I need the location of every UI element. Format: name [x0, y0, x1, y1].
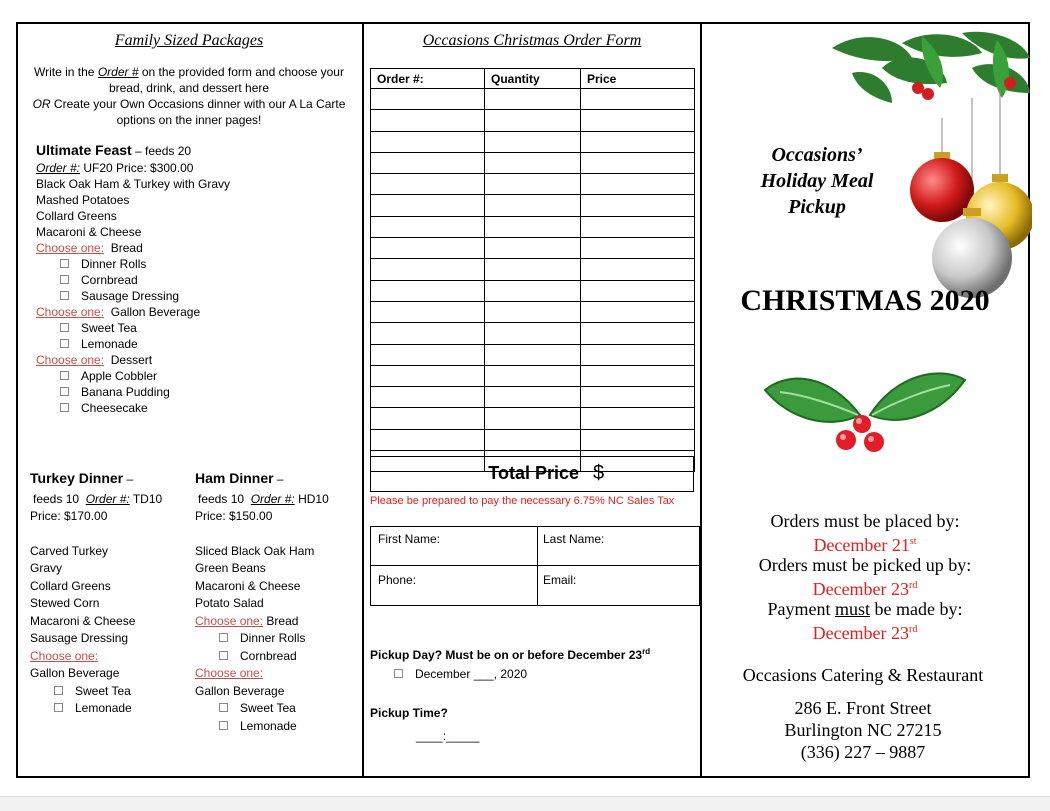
choose-one-label: Choose one:	[36, 241, 105, 255]
intro-l1c: on the provided form and choose your	[138, 65, 344, 79]
pay-c: be made by:	[870, 599, 963, 619]
order-cell[interactable]	[371, 344, 485, 365]
ham-dinner-section	[195, 470, 360, 735]
turkey-item: Macaroni & Cheese	[30, 613, 136, 628]
order-cell[interactable]	[371, 429, 485, 450]
quantity-cell[interactable]	[485, 429, 581, 450]
option-label: Apple Cobbler	[81, 369, 158, 383]
order-row	[371, 152, 695, 173]
order-row	[371, 195, 695, 216]
total-price-label: Total Price	[488, 463, 579, 483]
option-row[interactable]	[36, 368, 356, 384]
total-price-symbol[interactable]: $	[593, 462, 605, 484]
turkey-item: Stewed Corn	[30, 596, 100, 610]
option-row[interactable]	[36, 272, 356, 288]
checkbox[interactable]	[60, 371, 69, 380]
order-row	[371, 131, 695, 152]
price-cell[interactable]	[581, 323, 695, 344]
holly-icon	[760, 360, 970, 460]
option-label: Banana Pudding	[81, 385, 170, 399]
beverage-label: Gallon Beverage	[195, 683, 285, 698]
order-cell[interactable]	[371, 152, 485, 173]
checkbox[interactable]	[60, 259, 69, 268]
bread-label: Bread	[104, 241, 143, 255]
checkbox[interactable]	[60, 387, 69, 396]
checkbox[interactable]	[60, 291, 69, 300]
turkey-dinner-section	[30, 470, 190, 718]
order-cell[interactable]	[371, 387, 485, 408]
quantity-cell[interactable]	[485, 365, 581, 386]
quantity-cell[interactable]	[485, 259, 581, 280]
intro-l2: bread, drink, and dessert here	[108, 81, 270, 95]
picked-label: Orders must be picked up by:	[758, 555, 972, 575]
bread-label: Bread	[263, 613, 299, 628]
checkbox[interactable]	[219, 721, 228, 730]
company-address	[702, 697, 1024, 763]
middle-panel	[362, 22, 700, 778]
price-cell[interactable]	[581, 344, 695, 365]
december-option[interactable]	[394, 666, 527, 682]
contact-box	[370, 526, 700, 606]
pickup-day-question	[370, 647, 650, 662]
order-form-title: Occasions Christmas Order Form	[422, 32, 642, 49]
turkey-name: Turkey Dinner	[30, 470, 124, 486]
option-row[interactable]	[36, 400, 356, 416]
option-row[interactable]	[36, 336, 356, 352]
checkbox[interactable]	[60, 339, 69, 348]
option-row[interactable]	[30, 683, 190, 701]
quantity-cell[interactable]	[485, 195, 581, 216]
option-row[interactable]	[195, 630, 360, 648]
december-text: December ___, 2020	[415, 667, 528, 681]
quantity-cell[interactable]	[485, 408, 581, 429]
feast-order-value: UF20 Price: $300.00	[80, 161, 194, 175]
order-cell[interactable]	[371, 131, 485, 152]
order-cell[interactable]	[371, 89, 485, 110]
col-order: Order #:	[371, 69, 485, 89]
company-name: Occasions Catering & Restaurant	[742, 665, 984, 685]
right-panel	[700, 22, 1030, 778]
option-label: Dinner Rolls	[240, 631, 306, 645]
email-field[interactable]: Email:	[543, 573, 577, 587]
ham-item: Potato Salad	[195, 596, 264, 610]
ham-order-label: Order #:	[250, 491, 295, 506]
order-row	[371, 387, 695, 408]
quantity-cell[interactable]	[485, 131, 581, 152]
price-cell[interactable]	[581, 110, 695, 131]
quantity-cell[interactable]	[485, 89, 581, 110]
title-line: Holiday Meal	[760, 170, 874, 192]
checkbox[interactable]	[54, 686, 63, 695]
turkey-order-value: TD10	[129, 491, 163, 506]
option-row[interactable]	[195, 718, 360, 736]
order-table	[370, 68, 695, 472]
price-cell[interactable]	[581, 365, 695, 386]
order-cell[interactable]	[371, 301, 485, 322]
option-label: Lemonade	[81, 337, 138, 351]
price-cell[interactable]	[581, 259, 695, 280]
order-row	[371, 89, 695, 110]
price-cell[interactable]	[581, 131, 695, 152]
price-cell[interactable]	[581, 216, 695, 237]
intro-l3b: Create your Own Occasions dinner with our A La Carte	[50, 97, 346, 111]
title-line: Occasions’	[771, 144, 863, 166]
option-label: Lemonade	[75, 701, 132, 715]
quantity-cell[interactable]	[485, 152, 581, 173]
pay-date: December 23	[812, 622, 910, 643]
order-cell[interactable]	[371, 280, 485, 301]
checkbox[interactable]	[60, 323, 69, 332]
price-cell[interactable]	[581, 174, 695, 195]
phone-field[interactable]: Phone:	[378, 573, 417, 587]
pay-sup: rd	[909, 623, 918, 635]
choose-one-label: Choose one:	[36, 353, 105, 367]
price-cell[interactable]	[581, 387, 695, 408]
option-label: Sausage Dressing	[81, 289, 180, 303]
option-label: Sweet Tea	[240, 701, 296, 715]
feast-item: Collard Greens	[36, 209, 117, 223]
choose-one-label: Choose one:	[195, 613, 264, 628]
pay-must: must	[835, 599, 871, 619]
option-row[interactable]	[36, 288, 356, 304]
family-packages-title: Family Sized Packages	[114, 32, 264, 49]
pickup-day-sup: rd	[642, 647, 651, 656]
option-label: Cornbread	[240, 648, 297, 663]
order-row	[371, 323, 695, 344]
quantity-cell[interactable]	[485, 280, 581, 301]
turkey-item: Sausage Dressing	[30, 631, 129, 645]
price-cell[interactable]	[581, 408, 695, 429]
option-row[interactable]	[195, 700, 360, 718]
turkey-item: Gravy	[30, 561, 63, 575]
checkbox[interactable]	[60, 403, 69, 412]
order-deadlines	[702, 511, 1028, 643]
checkbox[interactable]	[219, 633, 228, 642]
option-label: Sweet Tea	[75, 683, 131, 698]
col-quantity: Quantity	[485, 69, 581, 89]
price-cell[interactable]	[581, 280, 695, 301]
ham-item: Macaroni & Cheese	[195, 578, 301, 593]
order-row	[371, 216, 695, 237]
beverage-label: Gallon Beverage	[30, 666, 120, 680]
turkey-feeds: feeds 10	[33, 491, 86, 506]
intro-or: OR	[32, 97, 51, 111]
intro-text	[16, 64, 362, 128]
order-row	[371, 365, 695, 386]
price-cell[interactable]	[581, 152, 695, 173]
pickup-time-question: Pickup Time?	[370, 706, 448, 720]
ham-item: Green Beans	[195, 561, 266, 575]
address-line: 286 E. Front Street	[794, 698, 932, 718]
left-panel	[16, 22, 362, 778]
order-row	[371, 238, 695, 259]
order-cell[interactable]	[371, 238, 485, 259]
feast-order-label: Order #:	[36, 161, 81, 175]
pickup-time-field[interactable]: ____:_____	[416, 729, 480, 743]
option-row[interactable]	[195, 648, 360, 666]
quantity-cell[interactable]	[485, 174, 581, 195]
feast-name: Ultimate Feast	[36, 142, 132, 158]
checkbox[interactable]	[219, 651, 228, 660]
order-row	[371, 344, 695, 365]
placed-date: December 21	[813, 534, 910, 555]
order-cell[interactable]	[371, 216, 485, 237]
price-cell[interactable]	[581, 429, 695, 450]
option-label: Cornbread	[81, 273, 138, 287]
pickup-day-text: Pickup Day? Must be on or before December 23	[370, 648, 643, 662]
placed-label: Orders must be placed by:	[770, 511, 960, 531]
checkbox[interactable]	[60, 275, 69, 284]
intro-l1a: Write in the	[34, 65, 98, 79]
ham-item: Sliced Black Oak Ham	[195, 543, 315, 558]
tax-note: Please be prepared to pay the necessary 6.75% NC Sales Tax	[370, 495, 675, 507]
order-cell[interactable]	[371, 110, 485, 131]
ultimate-feast-section	[36, 142, 356, 416]
picked-sup: rd	[909, 579, 918, 591]
option-label: Cheesecake	[81, 401, 148, 415]
order-row	[371, 429, 695, 450]
price-cell[interactable]	[581, 89, 695, 110]
checkbox[interactable]	[394, 669, 403, 678]
holiday-meal-title	[732, 142, 902, 220]
turkey-order-label: Order #:	[85, 491, 130, 506]
feast-item: Macaroni & Cheese	[36, 225, 142, 239]
option-label: Sweet Tea	[81, 321, 137, 335]
order-row	[371, 280, 695, 301]
option-label: Dinner Rolls	[81, 257, 147, 271]
quantity-cell[interactable]	[485, 344, 581, 365]
order-cell[interactable]	[371, 259, 485, 280]
intro-l4: options on the inner pages!	[116, 113, 262, 127]
pay-a: Payment	[767, 599, 835, 619]
quantity-cell[interactable]	[485, 216, 581, 237]
phone-number: (336) 227 – 9887	[800, 742, 926, 762]
quantity-cell[interactable]	[485, 387, 581, 408]
order-row	[371, 174, 695, 195]
quantity-cell[interactable]	[485, 323, 581, 344]
option-row[interactable]	[30, 700, 190, 718]
picked-date: December 23	[812, 578, 910, 599]
order-cell[interactable]	[371, 174, 485, 195]
page-bottom-strip	[0, 796, 1050, 811]
ham-price: Price: $150.00	[195, 509, 273, 523]
turkey-item: Carved Turkey	[30, 543, 109, 558]
option-row[interactable]	[36, 320, 356, 336]
col-price: Price	[581, 69, 695, 89]
order-cell[interactable]	[371, 323, 485, 344]
title-line: Pickup	[788, 196, 846, 218]
intro-order-ref: Order #	[97, 65, 139, 79]
ham-order-value: HD10	[294, 491, 329, 506]
checkbox[interactable]	[219, 703, 228, 712]
feast-item: Black Oak Ham & Turkey with Gravy	[36, 177, 231, 191]
quantity-cell[interactable]	[485, 238, 581, 259]
order-row	[371, 259, 695, 280]
quantity-cell[interactable]	[485, 110, 581, 131]
address-line: Burlington NC 27215	[784, 720, 942, 740]
christmas-heading: CHRISTMAS 2020	[740, 284, 990, 317]
ham-name: Ham Dinner	[195, 470, 274, 486]
total-price-box	[370, 456, 694, 492]
dessert-label: Dessert	[104, 353, 153, 367]
turkey-dash: –	[123, 472, 134, 486]
order-cell[interactable]	[371, 195, 485, 216]
option-row[interactable]	[36, 384, 356, 400]
placed-sup: st	[909, 535, 917, 547]
turkey-price: Price: $170.00	[30, 509, 108, 523]
choose-one-label: Choose one:	[195, 666, 264, 680]
order-row	[371, 408, 695, 429]
feast-feeds: – feeds 20	[131, 144, 192, 158]
quantity-cell[interactable]	[485, 301, 581, 322]
first-name-field[interactable]: First Name:	[378, 532, 441, 546]
checkbox[interactable]	[54, 703, 63, 712]
ham-feeds: feeds 10	[198, 491, 251, 506]
choose-one-label: Choose one:	[36, 305, 105, 319]
feast-item: Mashed Potatoes	[36, 193, 130, 207]
beverage-label: Gallon Beverage	[104, 305, 201, 319]
last-name-field[interactable]: Last Name:	[543, 532, 605, 546]
order-cell[interactable]	[371, 365, 485, 386]
option-label: Lemonade	[240, 718, 297, 733]
price-cell[interactable]	[581, 195, 695, 216]
ham-dash: –	[273, 472, 284, 486]
order-cell[interactable]	[371, 408, 485, 429]
choose-one-label: Choose one:	[30, 648, 99, 663]
option-row[interactable]	[36, 256, 356, 272]
price-cell[interactable]	[581, 301, 695, 322]
price-cell[interactable]	[581, 238, 695, 259]
order-row	[371, 301, 695, 322]
turkey-item: Collard Greens	[30, 578, 111, 593]
order-row	[371, 110, 695, 131]
